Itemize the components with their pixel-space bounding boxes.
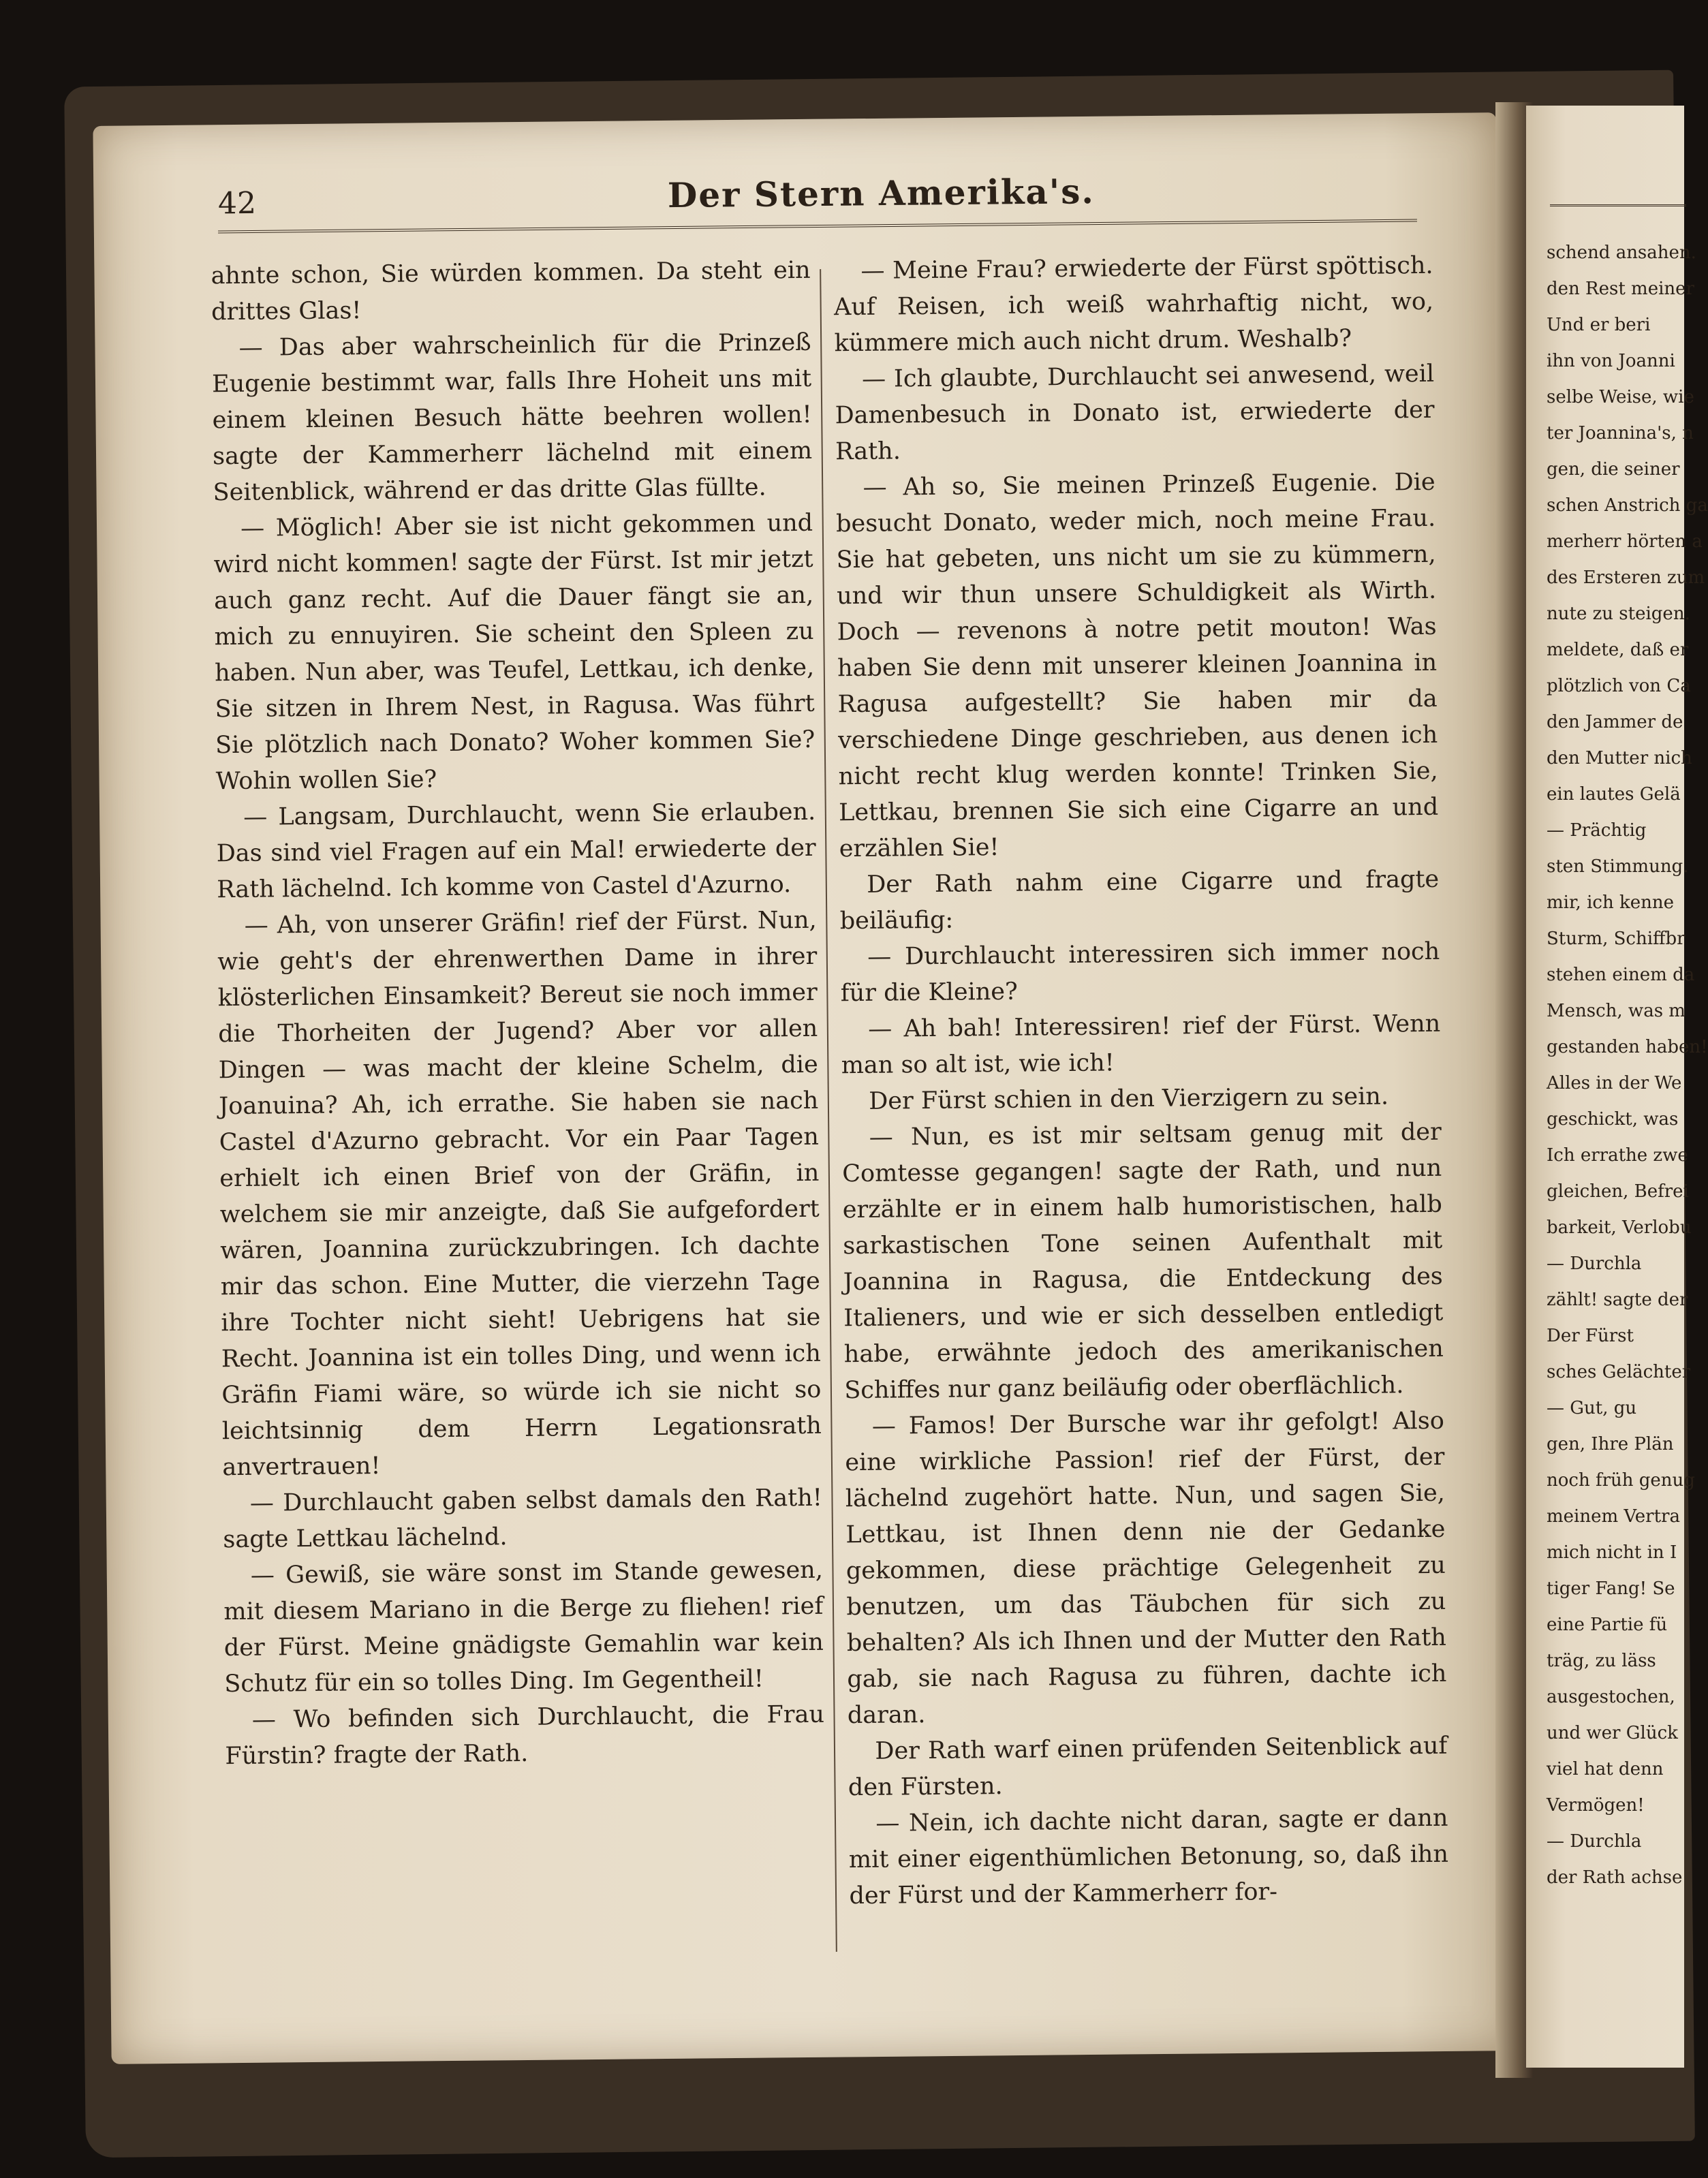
paragraph: — Das aber wahrscheinlich für die Prinzeß Eugenie bestimmt war, falls Ihre Hoheit uns mit einem kleinen Besuch hätte beehren wollen! sagte der Kammerherr lächelnd mit einem Seitenblick, während er das dritte Glas füllte. <box>211 328 813 507</box>
paragraph: — Ah, von unserer Gräfin! rief der Fürst. Nun, wie geht's der ehrenwerthen Dame in ihrer klösterlichen Einsamkeit? Bereut sie noch immer die Thorheiten der Jugend? Aber vor allen Dingen — was macht der kleine Schelm, die Joanuina? Ah, ich errathe. Sie haben sie nach Castel d'Azurno gebracht. Vor ein Paar Tagen erhielt ich einen Brief von der Gräfin, in welchem sie mir anzeigte, daß Sie aufgefordert wären, Joannina zurückzubringen. Ich dachte mir das schon. Eine Mutter, die vierzehn Tage ihre Tochter nicht sieht! Uebrigens hat sie Recht. Joannina ist ein tolles Ding, und wenn ich Gräfin Fiami wäre, so würde ich sie nicht so leichtsinnig dem Herrn Legationsrath anvertrauen! <box>217 906 822 1482</box>
paragraph: — Durchlaucht gaben selbst damals den Rath! sagte Lettkau lächelnd. <box>223 1484 823 1554</box>
paragraph: — Ah so, Sie meinen Prinzeß Eugenie. Die besucht Donato, weder mich, noch meine Frau. Sie hat gebeten, uns nicht um sie zu kümmern, und wir thun unsere Schuldigkeit als Wirth. Doch — revenons à notre petit mouton! Was haben Sie denn mit unserer kleinen Joannina in Ragusa aufgestellt? Sie haben mir da verschiedene Dinge geschrieben, aus denen ich nicht recht klug werden konnte! Trinken Sie, Lettkau, brennen Sie sich eine Cigarre an und erzählen Sie! <box>835 468 1439 863</box>
text-fragment: schen Anstrich ga <box>1547 495 1708 516</box>
text-fragment: zählt! sagte der <box>1547 1290 1688 1310</box>
text-fragment: Vermögen! <box>1547 1795 1645 1816</box>
text-fragment: ausgestochen, <box>1547 1687 1675 1707</box>
text-fragment: schend ansahen. <box>1547 243 1696 263</box>
next-page-text-fragments <box>1547 235 1708 1896</box>
text-fragment: sten Stimmung. <box>1547 856 1689 877</box>
paragraph: — Meine Frau? erwiederte der Fürst spöttisch. Auf Reisen, ich weiß wahrhaftig nicht, wo, kümmere mich auch nicht drum. Weshalb? <box>833 251 1434 358</box>
paragraph: — Durchlaucht interessiren sich immer noch für die Kleine? <box>840 937 1440 1008</box>
paragraph: Der Fürst schien in den Vierzigern zu sein. <box>869 1083 1389 1115</box>
paragraph: Der Rath warf einen prüfenden Seitenblick auf den Fürsten. <box>848 1732 1448 1802</box>
paragraph: — Möglich! Aber sie ist nicht gekommen und wird nicht kommen! sagte der Fürst. Ist mir jetzt auch ganz recht. Auf die Dauer fängt sie an, mich zu ennuyiren. Sie scheint den Spleen zu haben. Nun aber, was Teufel, Lettkau, ich denke, Sie sitzen in Ihrem Nest, in Ragusa. Was führt Sie plötzlich nach Donato? Woher kommen Sie? Wohin wollen Sie? <box>213 509 816 796</box>
text-fragment: Alles in der We <box>1547 1073 1682 1093</box>
text-fragment: Der Fürst <box>1547 1326 1634 1346</box>
left-text-column <box>211 253 824 1775</box>
paragraph: Der Rath nahm eine Cigarre und fragte beiläufig: <box>839 865 1440 935</box>
page-number: 42 <box>217 185 257 221</box>
text-fragment: träg, zu läss <box>1547 1651 1656 1671</box>
text-fragment: den Rest meiner <box>1547 279 1694 299</box>
text-fragment: ter Joannina's, n <box>1547 423 1694 444</box>
paragraph: — Ich glaubte, Durchlaucht sei anwesend, weil Damenbesuch in Donato ist, erwiederte der Rath. <box>835 360 1435 466</box>
text-fragment: gen, Ihre Plän <box>1547 1434 1674 1454</box>
text-fragment: ein lautes Gelä <box>1547 784 1681 805</box>
text-fragment: meldete, daß er <box>1547 640 1689 660</box>
text-fragment: Und er beri <box>1547 315 1651 335</box>
text-fragment: selbe Weise, wie <box>1547 387 1694 407</box>
paragraph: — Nun, es ist mir seltsam genug mit der Comtesse gegangen! sagte der Rath, und nun erzählte er in einem halb humoristischen, halb sarkastischen Tone seinen Aufenthalt mit Joannina in Ragusa, die Entdeckung des Italieners, und wie er sich desselben entledigt habe, erwähnte jedoch des amerikanischen Schiffes nur ganz beiläufig oder oberflächlich. <box>842 1118 1444 1405</box>
text-fragment: — Prächtig <box>1547 820 1647 841</box>
paragraph: — Famos! Der Bursche war ihr gefolgt! Also eine wirkliche Passion! rief der Fürst, der lächelnd zugehört hatte. Nun, und sagen Sie, Lettkau, ist Ihnen denn nie der Gedanke gekommen, diese prächtige Gelegenheit zu benutzen, um das Täubchen für sich zu behalten? Als ich Ihnen und der Mutter den Rath gab, sie nach Ragusa zu führen, dachte ich daran. <box>845 1407 1447 1730</box>
text-fragment: des Ersteren zum <box>1547 567 1705 588</box>
text-fragment: ihn von Joanni <box>1547 351 1675 371</box>
text-fragment: stehen einem da <box>1547 965 1695 985</box>
text-fragment: Sturm, Schiffbr <box>1547 929 1686 949</box>
text-fragment: Ich errathe zwe <box>1547 1145 1688 1166</box>
text-fragment: — Gut, gu <box>1547 1398 1637 1418</box>
text-fragment: noch früh genug <box>1547 1470 1695 1491</box>
text-fragment: — Durchla <box>1547 1831 1642 1852</box>
text-fragment: viel hat denn <box>1547 1759 1664 1779</box>
text-fragment: nute zu steigen. <box>1547 604 1690 624</box>
text-fragment: der Rath achse <box>1547 1867 1683 1888</box>
right-text-column <box>833 248 1448 1914</box>
text-fragment: gleichen, Befrei <box>1547 1181 1689 1202</box>
text-fragment: gestanden haben! <box>1547 1037 1708 1057</box>
paragraph: — Wo befinden sich Durchlaucht, die Frau Fürstin? fragte der Rath. <box>225 1700 825 1771</box>
text-fragment: den Mutter nich <box>1547 748 1692 768</box>
text-fragment: den Jammer de <box>1547 712 1683 732</box>
paragraph: — Nein, ich dachte nicht daran, sagte er dann mit einer eigenthümlichen Betonung, so, daß ihn der Fürst und der Kammerherr for- <box>848 1804 1449 1910</box>
text-fragment: und wer Glück <box>1547 1723 1678 1743</box>
text-fragment: mich nicht in I <box>1547 1542 1677 1563</box>
paragraph: — Ah bah! Interessiren! rief der Fürst. Wenn man so alt ist, wie ich! <box>841 1010 1441 1080</box>
text-fragment: — Durchla <box>1547 1254 1642 1274</box>
text-fragment: meinem Vertra <box>1547 1506 1680 1527</box>
text-fragment: gen, die seiner <box>1547 459 1680 480</box>
text-fragment: geschickt, was <box>1547 1109 1679 1130</box>
text-fragment: sches Gelächter <box>1547 1362 1691 1382</box>
next-page-header-rule <box>1550 204 1686 206</box>
text-fragment: tiger Fang! Se <box>1547 1578 1675 1599</box>
text-fragment: eine Partie fü <box>1547 1615 1668 1635</box>
paragraph: ahnte schon, Sie würden kommen. Da steht ein drittes Glas! <box>211 256 811 326</box>
paragraph: — Gewiß, sie wäre sonst im Stande gewesen, mit diesem Mariano in die Berge zu fliehen! rief der Fürst. Meine gnädigste Gemahlin war kein Schutz für ein so tolles Ding. Im Gegentheil! <box>223 1556 824 1698</box>
paragraph: — Langsam, Durchlaucht, wenn Sie erlauben. Das sind viel Fragen auf ein Mal! erwiederte der Rath lächelnd. Ich komme von Castel d'Azurno. <box>216 798 816 904</box>
running-title: Der Stern Amerika's. <box>667 171 1096 216</box>
text-fragment: barkeit, Verlobu <box>1547 1217 1692 1238</box>
text-fragment: plötzlich von Ca <box>1547 676 1691 696</box>
text-fragment: mir, ich kenne <box>1547 892 1674 913</box>
text-fragment: merherr hörten a <box>1547 531 1703 552</box>
text-fragment: Mensch, was m <box>1547 1001 1686 1021</box>
